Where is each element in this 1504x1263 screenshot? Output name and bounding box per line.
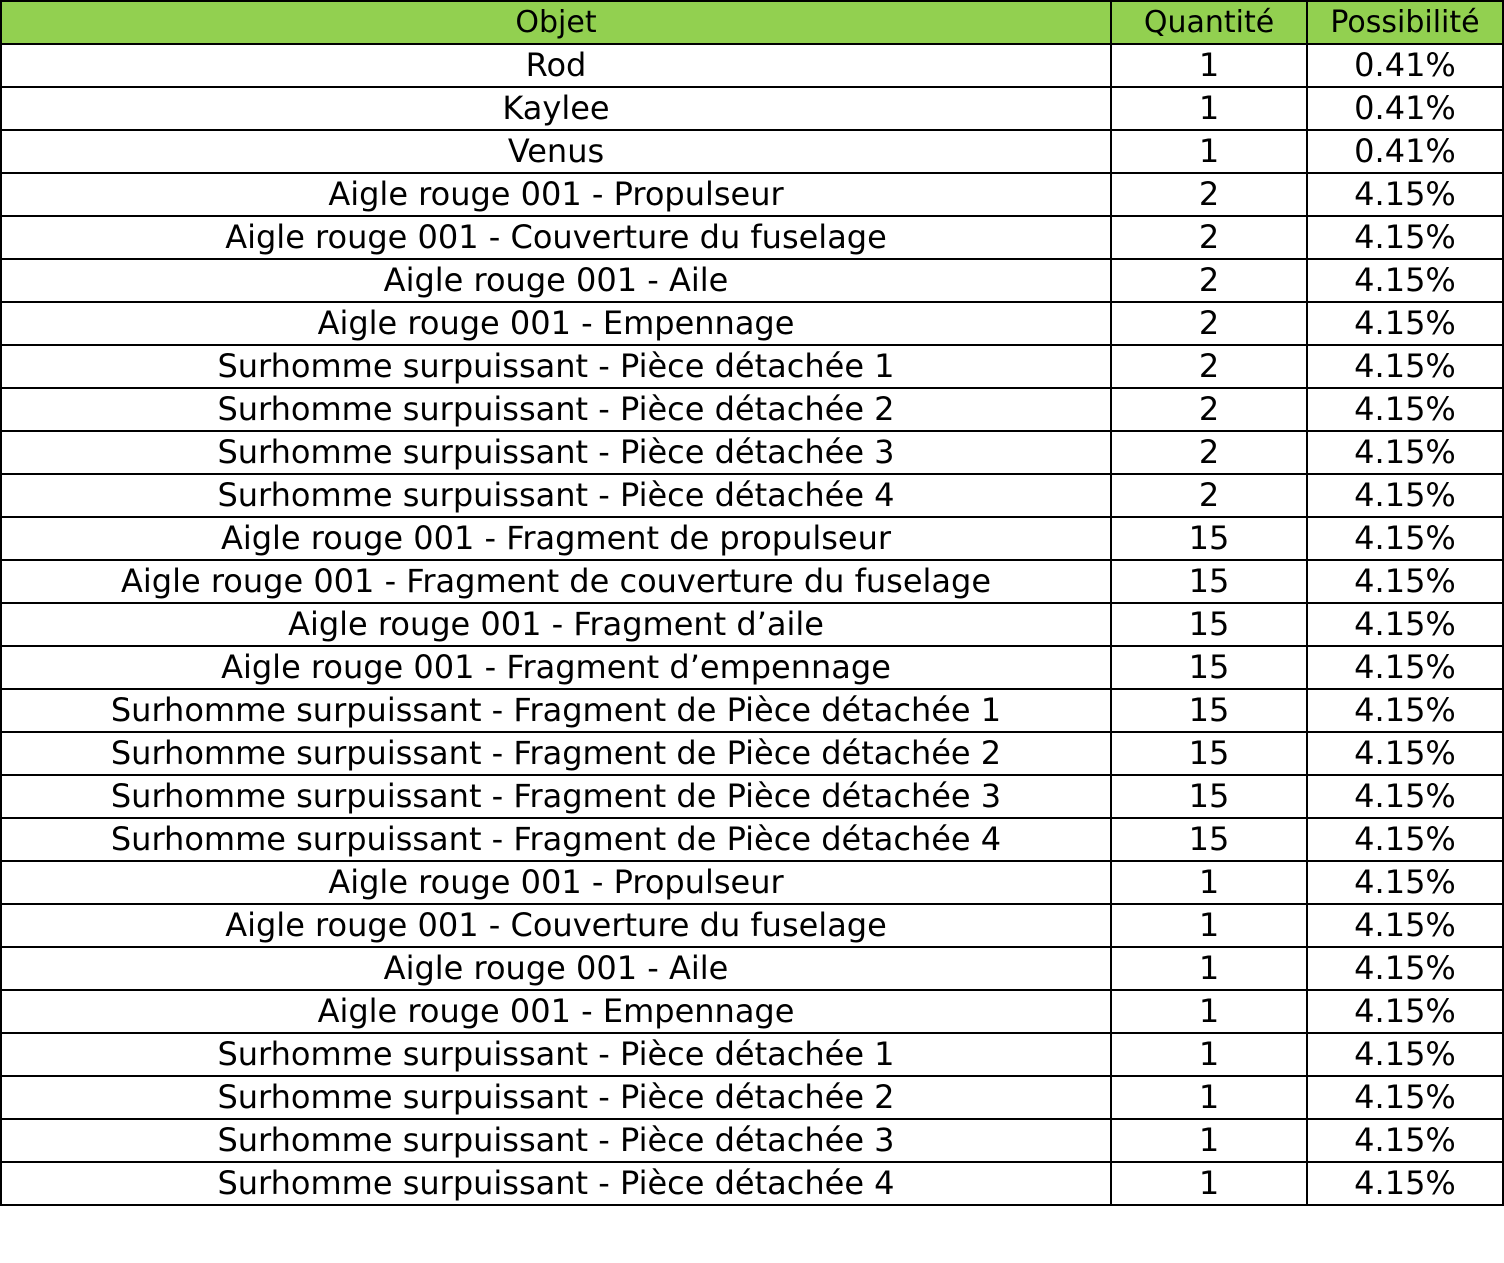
table-row [1, 345, 1503, 388]
item-cell: Surhomme surpuissant - Fragment de Pièce détachée 4 [1, 818, 1111, 861]
table-row [1, 259, 1503, 302]
item-cell: Aigle rouge 001 - Empennage [1, 990, 1111, 1033]
quantity-cell: 15 [1111, 775, 1307, 818]
quantity-cell: 2 [1111, 259, 1307, 302]
chance-cell: 4.15% [1307, 1076, 1503, 1119]
table-row [1, 904, 1503, 947]
quantity-cell: 1 [1111, 904, 1307, 947]
quantity-cell: 15 [1111, 603, 1307, 646]
quantity-cell: 1 [1111, 947, 1307, 990]
chance-cell: 4.15% [1307, 474, 1503, 517]
quantity-cell: 2 [1111, 216, 1307, 259]
table-row [1, 947, 1503, 990]
table-row [1, 173, 1503, 216]
quantity-cell: 15 [1111, 646, 1307, 689]
quantity-cell: 15 [1111, 818, 1307, 861]
table-row [1, 603, 1503, 646]
quantity-cell: 2 [1111, 474, 1307, 517]
table-row [1, 689, 1503, 732]
item-cell: Surhomme surpuissant - Pièce détachée 1 [1, 345, 1111, 388]
chance-cell: 4.15% [1307, 345, 1503, 388]
item-cell: Aigle rouge 001 - Propulseur [1, 173, 1111, 216]
chance-cell: 4.15% [1307, 216, 1503, 259]
quantity-cell: 1 [1111, 1076, 1307, 1119]
table-row [1, 87, 1503, 130]
header-quantite: Quantité [1111, 1, 1307, 44]
chance-cell: 4.15% [1307, 990, 1503, 1033]
quantity-cell: 1 [1111, 87, 1307, 130]
item-cell: Kaylee [1, 87, 1111, 130]
quantity-cell: 2 [1111, 388, 1307, 431]
quantity-cell: 1 [1111, 990, 1307, 1033]
chance-cell: 4.15% [1307, 861, 1503, 904]
quantity-cell: 1 [1111, 44, 1307, 87]
table-row [1, 990, 1503, 1033]
item-cell: Aigle rouge 001 - Aile [1, 259, 1111, 302]
item-cell: Rod [1, 44, 1111, 87]
item-cell: Aigle rouge 001 - Couverture du fuselage [1, 216, 1111, 259]
quantity-cell: 1 [1111, 861, 1307, 904]
chance-cell: 0.41% [1307, 87, 1503, 130]
item-cell: Venus [1, 130, 1111, 173]
chance-cell: 4.15% [1307, 173, 1503, 216]
chance-cell: 4.15% [1307, 302, 1503, 345]
table-row [1, 775, 1503, 818]
quantity-cell: 2 [1111, 302, 1307, 345]
header-possibilite: Possibilité [1307, 1, 1503, 44]
chance-cell: 4.15% [1307, 560, 1503, 603]
chance-cell: 4.15% [1307, 431, 1503, 474]
quantity-cell: 1 [1111, 1033, 1307, 1076]
chance-cell: 4.15% [1307, 646, 1503, 689]
item-cell: Surhomme surpuissant - Fragment de Pièce détachée 1 [1, 689, 1111, 732]
item-cell: Surhomme surpuissant - Fragment de Pièce détachée 2 [1, 732, 1111, 775]
chance-cell: 0.41% [1307, 44, 1503, 87]
chance-cell: 4.15% [1307, 1119, 1503, 1162]
table-row [1, 302, 1503, 345]
table-row [1, 818, 1503, 861]
quantity-cell: 1 [1111, 1119, 1307, 1162]
chance-cell: 4.15% [1307, 775, 1503, 818]
quantity-cell: 2 [1111, 431, 1307, 474]
quantity-cell: 15 [1111, 689, 1307, 732]
table-row [1, 44, 1503, 87]
table-header [1, 1, 1503, 44]
table-row [1, 646, 1503, 689]
table-row [1, 216, 1503, 259]
header-row [1, 1, 1503, 44]
quantity-cell: 15 [1111, 732, 1307, 775]
item-cell: Aigle rouge 001 - Fragment d’aile [1, 603, 1111, 646]
chance-cell: 4.15% [1307, 689, 1503, 732]
chance-cell: 4.15% [1307, 259, 1503, 302]
chance-cell: 4.15% [1307, 732, 1503, 775]
table-row [1, 732, 1503, 775]
chance-cell: 4.15% [1307, 818, 1503, 861]
item-cell: Surhomme surpuissant - Pièce détachée 2 [1, 388, 1111, 431]
item-cell: Surhomme surpuissant - Pièce détachée 3 [1, 431, 1111, 474]
chance-cell: 4.15% [1307, 904, 1503, 947]
table-row [1, 130, 1503, 173]
chance-cell: 4.15% [1307, 603, 1503, 646]
item-cell: Aigle rouge 001 - Fragment de propulseur [1, 517, 1111, 560]
table-row [1, 474, 1503, 517]
chance-cell: 4.15% [1307, 388, 1503, 431]
item-cell: Aigle rouge 001 - Couverture du fuselage [1, 904, 1111, 947]
quantity-cell: 15 [1111, 560, 1307, 603]
quantity-cell: 2 [1111, 345, 1307, 388]
table-row [1, 1033, 1503, 1076]
quantity-cell: 1 [1111, 130, 1307, 173]
chance-cell: 4.15% [1307, 947, 1503, 990]
quantity-cell: 15 [1111, 517, 1307, 560]
item-cell: Surhomme surpuissant - Fragment de Pièce détachée 3 [1, 775, 1111, 818]
item-cell: Surhomme surpuissant - Pièce détachée 2 [1, 1076, 1111, 1119]
item-cell: Aigle rouge 001 - Fragment d’empennage [1, 646, 1111, 689]
table-row [1, 1076, 1503, 1119]
table-row [1, 861, 1503, 904]
table-row [1, 388, 1503, 431]
item-cell: Aigle rouge 001 - Empennage [1, 302, 1111, 345]
table-row [1, 431, 1503, 474]
table-row [1, 1162, 1503, 1205]
chance-cell: 4.15% [1307, 1162, 1503, 1205]
quantity-cell: 2 [1111, 173, 1307, 216]
table-body [1, 44, 1503, 1205]
table-row [1, 1119, 1503, 1162]
item-cell: Surhomme surpuissant - Pièce détachée 4 [1, 1162, 1111, 1205]
chance-cell: 4.15% [1307, 517, 1503, 560]
chance-cell: 4.15% [1307, 1033, 1503, 1076]
table-row [1, 517, 1503, 560]
item-cell: Aigle rouge 001 - Propulseur [1, 861, 1111, 904]
item-cell: Surhomme surpuissant - Pièce détachée 4 [1, 474, 1111, 517]
header-objet: Objet [1, 1, 1111, 44]
quantity-cell: 1 [1111, 1162, 1307, 1205]
item-cell: Surhomme surpuissant - Pièce détachée 1 [1, 1033, 1111, 1076]
table-row [1, 560, 1503, 603]
item-cell: Aigle rouge 001 - Aile [1, 947, 1111, 990]
chance-cell: 0.41% [1307, 130, 1503, 173]
item-cell: Surhomme surpuissant - Pièce détachée 3 [1, 1119, 1111, 1162]
item-cell: Aigle rouge 001 - Fragment de couverture du fuselage [1, 560, 1111, 603]
